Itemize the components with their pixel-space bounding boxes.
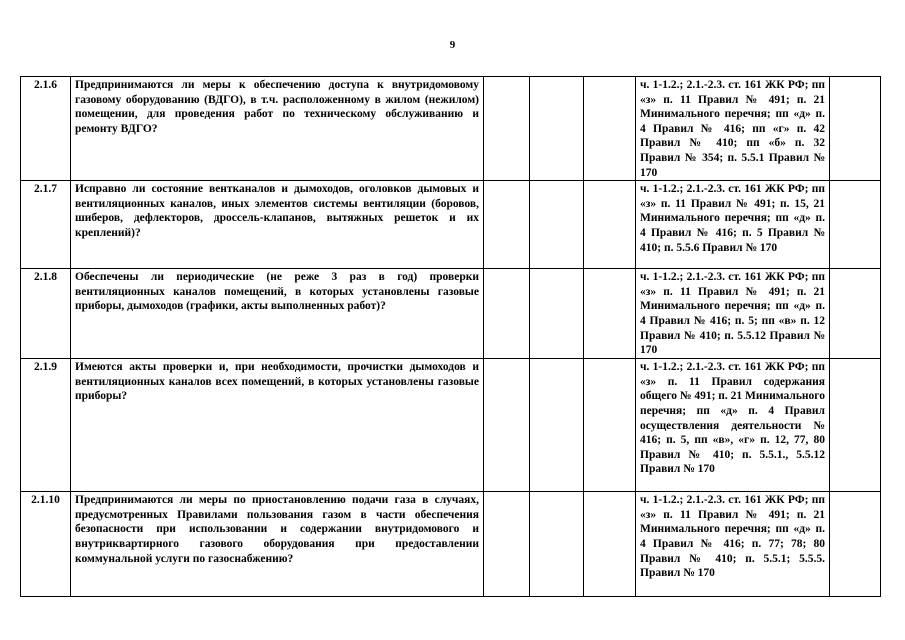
legal-reference: ч. 1-1.2.; 2.1.-2.3. ст. 161 ЖК РФ; пп «з» п. 11 Правил содержания общего № 491; п. 21 Минимального перечня; пп «д» п. 4 Правил осуществления деятельности № 416; п. 5, пп «в», «г» п. 12, 77, 80 Правил № 410; п. 5.5.1., 5.5.12 Правил № 170 xyxy=(636,359,830,492)
table-row xyxy=(21,77,881,181)
answer-yes-cell xyxy=(484,77,530,181)
answer-na-cell xyxy=(584,181,636,269)
item-number: 2.1.9 xyxy=(21,359,71,492)
answer-yes-cell xyxy=(484,492,530,597)
notes-cell xyxy=(830,359,881,492)
answer-yes-cell xyxy=(484,359,530,492)
answer-no-cell xyxy=(530,269,584,359)
table-row xyxy=(21,492,881,597)
answer-na-cell xyxy=(584,492,636,597)
item-number: 2.1.8 xyxy=(21,269,71,359)
answer-no-cell xyxy=(530,359,584,492)
checklist-table xyxy=(20,76,881,597)
item-number: 2.1.6 xyxy=(21,77,71,181)
notes-cell xyxy=(830,77,881,181)
legal-reference: ч. 1-1.2.; 2.1.-2.3. ст. 161 ЖК РФ; пп «з» п. 11 Правил № 491; п. 21 Минимального перечня; пп «д» п. 4 Правил № 416; п. 5; пп «в» п. 12 Правил № 410; п. 5.5.12 Правил № 170 xyxy=(636,269,830,359)
answer-no-cell xyxy=(530,181,584,269)
answer-na-cell xyxy=(584,359,636,492)
page-number: 9 xyxy=(449,39,456,51)
answer-no-cell xyxy=(530,492,584,597)
notes-cell xyxy=(830,269,881,359)
answer-na-cell xyxy=(584,269,636,359)
question-text: Исправно ли состояние вентканалов и дымоходов, оголовков дымовых и вентиляционных каналов, иных элементов системы вентиляции (боровов, шиберов, дефлекторов, дроссель-клапанов, вытяжных решеток и их креплений)? xyxy=(71,181,484,269)
question-text: Предпринимаются ли меры к обеспечению доступа к внутридомовому газовому оборудованию (ВДГО), в т.ч. расположенному в жилом (нежилом) помещении, для проведения работ по техническому обслуживанию и ремонту ВДГО? xyxy=(71,77,484,181)
table-row xyxy=(21,359,881,492)
table-row xyxy=(21,269,881,359)
question-text: Имеются акты проверки и, при необходимости, прочистки дымоходов и вентиляционных каналов всех помещений, в которых установлены газовые приборы? xyxy=(71,359,484,492)
question-text: Обеспечены ли периодические (не реже 3 раз в год) проверки вентиляционных каналов помещений, в которых установлены газовые приборы, дымоходов (графики, акты выполненных работ)? xyxy=(71,269,484,359)
table-row xyxy=(21,181,881,269)
legal-reference: ч. 1-1.2.; 2.1.-2.3. ст. 161 ЖК РФ; пп «з» п. 11 Правил № 491; п. 21 Минимального перечня; пп «д» п. 4 Правил № 416; п. 77; 78; 80 Правил № 410; п. 5.5.1; 5.5.5. Правил № 170 xyxy=(636,492,830,597)
answer-na-cell xyxy=(584,77,636,181)
answer-yes-cell xyxy=(484,181,530,269)
item-number: 2.1.7 xyxy=(21,181,71,269)
legal-reference: ч. 1-1.2.; 2.1.-2.3. ст. 161 ЖК РФ; пп «з» п. 11 Правил № 491; п. 21 Минимального перечня; пп «д» п. 4 Правил № 416; пп «г» п. 42 Правил № 410; пп «б» п. 32 Правил № 354; п. 5.5.1 Правил № 170 xyxy=(636,77,830,181)
answer-yes-cell xyxy=(484,269,530,359)
notes-cell xyxy=(830,181,881,269)
answer-no-cell xyxy=(530,77,584,181)
question-text: Предпринимаются ли меры по приостановлению подачи газа в случаях, предусмотренных Правилами пользования газом в части обеспечения безопасности при использовании и содержании внутридомового и внутриквартирного газового оборудования при предоставлении коммунальной услуги по газоснабжению? xyxy=(71,492,484,597)
item-number: 2.1.10 xyxy=(21,492,71,597)
legal-reference: ч. 1-1.2.; 2.1.-2.3. ст. 161 ЖК РФ; пп «з» п. 11 Правил № 491; п. 15, 21 Минимального перечня; пп «д» п. 4 Правил № 416; п. 5 Правил № 410; п. 5.5.6 Правил № 170 xyxy=(636,181,830,269)
notes-cell xyxy=(830,492,881,597)
